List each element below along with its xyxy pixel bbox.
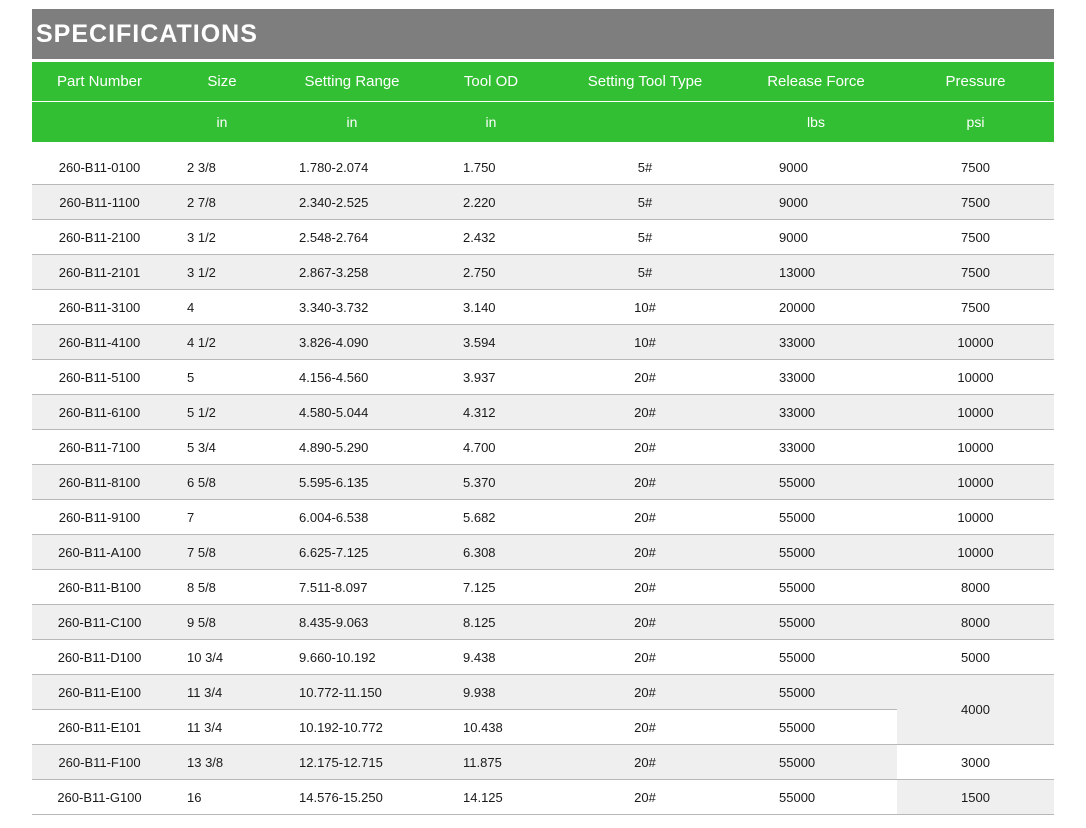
setting-range-cell: 8.435-9.063 [277, 605, 427, 640]
pressure-cell: 4000 [897, 675, 1054, 745]
tool-od-cell: 11.875 [427, 745, 555, 780]
size-cell: 8 5/8 [167, 570, 277, 605]
part-number-cell: 260-B11-B100 [32, 570, 167, 605]
part-number-cell: 260-B11-A100 [32, 535, 167, 570]
release-force-cell: 55000 [735, 745, 897, 780]
setting-range-cell: 2.867-3.258 [277, 255, 427, 290]
tool-od-cell: 2.220 [427, 185, 555, 220]
release-force-cell: 9000 [735, 220, 897, 255]
pressure-cell: 10000 [897, 535, 1054, 570]
release-force-cell: 20000 [735, 290, 897, 325]
part-number-cell: 260-B11-E101 [32, 710, 167, 745]
part-number-cell: 260-B11-D100 [32, 640, 167, 675]
setting-tool-type-cell: 20# [555, 780, 735, 815]
setting-range-cell: 3.340-3.732 [277, 290, 427, 325]
release-force-cell: 55000 [735, 675, 897, 710]
setting-tool-type-cell: 5# [555, 150, 735, 185]
release-force-cell: 55000 [735, 465, 897, 500]
header-part-number: Part Number [32, 62, 167, 102]
part-number-cell: 260-B11-1100 [32, 185, 167, 220]
pressure-cell: 10000 [897, 430, 1054, 465]
pressure-cell: 7500 [897, 290, 1054, 325]
pressure-cell: 7500 [897, 220, 1054, 255]
release-force-cell: 33000 [735, 395, 897, 430]
header-release-force: Release Force [735, 62, 897, 102]
table-row [32, 290, 1054, 325]
units-row [32, 102, 1054, 143]
tool-od-cell: 7.125 [427, 570, 555, 605]
setting-range-cell: 6.004-6.538 [277, 500, 427, 535]
table-row [32, 395, 1054, 430]
tool-od-cell: 2.432 [427, 220, 555, 255]
table-row [32, 465, 1054, 500]
setting-tool-type-cell: 5# [555, 255, 735, 290]
pressure-cell: 1500 [897, 780, 1054, 815]
header-size: Size [167, 62, 277, 102]
setting-tool-type-cell: 20# [555, 500, 735, 535]
setting-tool-type-cell: 20# [555, 710, 735, 745]
part-number-cell: 260-B11-7100 [32, 430, 167, 465]
release-force-cell: 55000 [735, 500, 897, 535]
size-cell: 13 3/8 [167, 745, 277, 780]
setting-range-cell: 6.625-7.125 [277, 535, 427, 570]
unit-tool-od: in [427, 102, 555, 143]
table-row [32, 745, 1054, 780]
table-row [32, 570, 1054, 605]
setting-range-cell: 4.580-5.044 [277, 395, 427, 430]
part-number-cell: 260-B11-C100 [32, 605, 167, 640]
pressure-cell: 10000 [897, 500, 1054, 535]
unit-pressure: psi [897, 102, 1054, 143]
part-number-cell: 260-B11-5100 [32, 360, 167, 395]
tool-od-cell: 9.938 [427, 675, 555, 710]
unit-setting-range: in [277, 102, 427, 143]
size-cell: 3 1/2 [167, 255, 277, 290]
setting-range-cell: 3.826-4.090 [277, 325, 427, 360]
setting-range-cell: 7.511-8.097 [277, 570, 427, 605]
unit-size: in [167, 102, 277, 143]
table-row [32, 535, 1054, 570]
size-cell: 2 7/8 [167, 185, 277, 220]
setting-range-cell: 5.595-6.135 [277, 465, 427, 500]
size-cell: 3 1/2 [167, 220, 277, 255]
part-number-cell: 260-B11-G100 [32, 780, 167, 815]
unit-part-number [32, 102, 167, 143]
header-spacer [32, 142, 1054, 150]
setting-tool-type-cell: 20# [555, 535, 735, 570]
size-cell: 16 [167, 780, 277, 815]
tool-od-cell: 14.125 [427, 780, 555, 815]
release-force-cell: 55000 [735, 640, 897, 675]
setting-range-cell: 12.175-12.715 [277, 745, 427, 780]
tool-od-cell: 10.438 [427, 710, 555, 745]
release-force-cell: 33000 [735, 325, 897, 360]
setting-range-cell: 2.548-2.764 [277, 220, 427, 255]
size-cell: 4 [167, 290, 277, 325]
part-number-cell: 260-B11-3100 [32, 290, 167, 325]
setting-tool-type-cell: 20# [555, 430, 735, 465]
table-row [32, 780, 1054, 815]
release-force-cell: 55000 [735, 535, 897, 570]
setting-tool-type-cell: 10# [555, 325, 735, 360]
size-cell: 4 1/2 [167, 325, 277, 360]
setting-tool-type-cell: 20# [555, 395, 735, 430]
size-cell: 5 3/4 [167, 430, 277, 465]
table-row [32, 675, 1054, 710]
header-setting-range: Setting Range [277, 62, 427, 102]
table-row [32, 150, 1054, 185]
setting-tool-type-cell: 20# [555, 745, 735, 780]
header-setting-tool-type: Setting Tool Type [555, 62, 735, 102]
setting-range-cell: 4.890-5.290 [277, 430, 427, 465]
setting-range-cell: 14.576-15.250 [277, 780, 427, 815]
size-cell: 2 3/8 [167, 150, 277, 185]
part-number-cell: 260-B11-0100 [32, 150, 167, 185]
pressure-cell: 8000 [897, 605, 1054, 640]
tool-od-cell: 4.312 [427, 395, 555, 430]
setting-range-cell: 10.192-10.772 [277, 710, 427, 745]
tool-od-cell: 5.682 [427, 500, 555, 535]
release-force-cell: 33000 [735, 430, 897, 465]
part-number-cell: 260-B11-E100 [32, 675, 167, 710]
pressure-cell: 5000 [897, 640, 1054, 675]
part-number-cell: 260-B11-2101 [32, 255, 167, 290]
setting-tool-type-cell: 20# [555, 675, 735, 710]
release-force-cell: 13000 [735, 255, 897, 290]
release-force-cell: 9000 [735, 185, 897, 220]
tool-od-cell: 8.125 [427, 605, 555, 640]
release-force-cell: 55000 [735, 780, 897, 815]
tool-od-cell: 3.140 [427, 290, 555, 325]
setting-tool-type-cell: 20# [555, 465, 735, 500]
size-cell: 6 5/8 [167, 465, 277, 500]
size-cell: 5 1/2 [167, 395, 277, 430]
pressure-cell: 10000 [897, 395, 1054, 430]
part-number-cell: 260-B11-2100 [32, 220, 167, 255]
table-row [32, 500, 1054, 535]
part-number-cell: 260-B11-4100 [32, 325, 167, 360]
size-cell: 9 5/8 [167, 605, 277, 640]
pressure-cell: 10000 [897, 325, 1054, 360]
setting-tool-type-cell: 20# [555, 570, 735, 605]
release-force-cell: 55000 [735, 605, 897, 640]
release-force-cell: 33000 [735, 360, 897, 395]
setting-tool-type-cell: 10# [555, 290, 735, 325]
page-title: SPECIFICATIONS [32, 9, 1054, 59]
pressure-cell: 8000 [897, 570, 1054, 605]
specifications-table [32, 62, 1054, 815]
release-force-cell: 9000 [735, 150, 897, 185]
setting-tool-type-cell: 5# [555, 220, 735, 255]
unit-setting-tool-type [555, 102, 735, 143]
tool-od-cell: 3.594 [427, 325, 555, 360]
pressure-cell: 3000 [897, 745, 1054, 780]
size-cell: 10 3/4 [167, 640, 277, 675]
setting-tool-type-cell: 20# [555, 640, 735, 675]
tool-od-cell: 5.370 [427, 465, 555, 500]
pressure-cell: 7500 [897, 255, 1054, 290]
pressure-cell: 7500 [897, 150, 1054, 185]
table-body [32, 142, 1054, 815]
pressure-cell: 10000 [897, 465, 1054, 500]
setting-range-cell: 2.340-2.525 [277, 185, 427, 220]
setting-range-cell: 4.156-4.560 [277, 360, 427, 395]
tool-od-cell: 6.308 [427, 535, 555, 570]
header-row [32, 62, 1054, 102]
table-row [32, 185, 1054, 220]
table-row [32, 640, 1054, 675]
header-tool-od: Tool OD [427, 62, 555, 102]
size-cell: 11 3/4 [167, 710, 277, 745]
tool-od-cell: 3.937 [427, 360, 555, 395]
table-row [32, 255, 1054, 290]
header-pressure: Pressure [897, 62, 1054, 102]
part-number-cell: 260-B11-9100 [32, 500, 167, 535]
setting-tool-type-cell: 20# [555, 605, 735, 640]
tool-od-cell: 2.750 [427, 255, 555, 290]
release-force-cell: 55000 [735, 570, 897, 605]
table-row [32, 325, 1054, 360]
table-row [32, 220, 1054, 255]
setting-range-cell: 9.660-10.192 [277, 640, 427, 675]
size-cell: 5 [167, 360, 277, 395]
release-force-cell: 55000 [735, 710, 897, 745]
table-row [32, 430, 1054, 465]
setting-tool-type-cell: 5# [555, 185, 735, 220]
table-row [32, 360, 1054, 395]
size-cell: 7 5/8 [167, 535, 277, 570]
pressure-cell: 7500 [897, 185, 1054, 220]
part-number-cell: 260-B11-8100 [32, 465, 167, 500]
tool-od-cell: 1.750 [427, 150, 555, 185]
pressure-cell: 10000 [897, 360, 1054, 395]
size-cell: 7 [167, 500, 277, 535]
part-number-cell: 260-B11-6100 [32, 395, 167, 430]
table-row [32, 605, 1054, 640]
part-number-cell: 260-B11-F100 [32, 745, 167, 780]
size-cell: 11 3/4 [167, 675, 277, 710]
tool-od-cell: 9.438 [427, 640, 555, 675]
setting-range-cell: 10.772-11.150 [277, 675, 427, 710]
tool-od-cell: 4.700 [427, 430, 555, 465]
setting-range-cell: 1.780-2.074 [277, 150, 427, 185]
setting-tool-type-cell: 20# [555, 360, 735, 395]
unit-release-force: lbs [735, 102, 897, 143]
